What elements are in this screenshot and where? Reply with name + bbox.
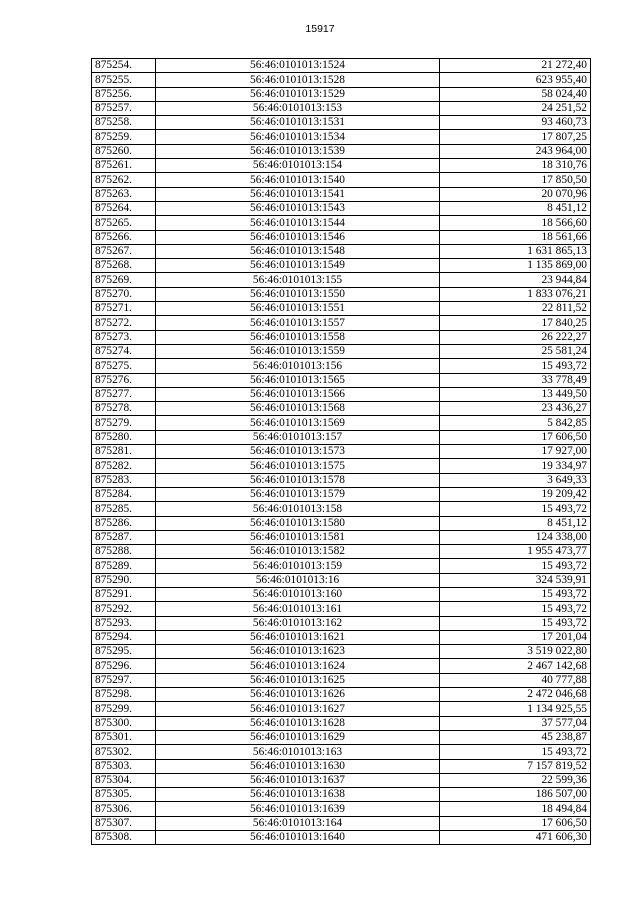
cadastral-number-cell: 56:46:0101013:1565 [156,373,440,387]
table-row [92,216,591,230]
table-row [92,716,591,730]
row-number-cell: 875280. [92,430,156,444]
value-cell: 15 493,72 [440,502,591,516]
row-number-cell: 875294. [92,630,156,644]
row-number-cell: 875293. [92,616,156,630]
value-cell: 17 850,50 [440,173,591,187]
row-number-cell: 875292. [92,602,156,616]
row-number-cell: 875264. [92,201,156,215]
value-cell: 186 507,00 [440,788,591,802]
row-number-cell: 875272. [92,316,156,330]
row-number-cell: 875306. [92,802,156,816]
cadastral-number-cell: 56:46:0101013:1534 [156,130,440,144]
cadastral-number-cell: 56:46:0101013:1551 [156,302,440,316]
value-cell: 5 842,85 [440,416,591,430]
cadastral-number-cell: 56:46:0101013:1630 [156,759,440,773]
cadastral-number-cell: 56:46:0101013:1543 [156,201,440,215]
table-row [92,788,591,802]
row-number-cell: 875271. [92,302,156,316]
table-row [92,630,591,644]
cadastral-number-cell: 56:46:0101013:1628 [156,716,440,730]
row-number-cell: 875279. [92,416,156,430]
table-row [92,316,591,330]
table-row [92,59,591,73]
cadastral-number-cell: 56:46:0101013:1568 [156,402,440,416]
value-cell: 8 451,12 [440,516,591,530]
table-row [92,73,591,87]
table-row [92,587,591,601]
row-number-cell: 875255. [92,73,156,87]
table-row [92,602,591,616]
row-number-cell: 875300. [92,716,156,730]
table-row [92,173,591,187]
table-row [92,802,591,816]
value-cell: 7 157 819,52 [440,759,591,773]
value-cell: 37 577,04 [440,716,591,730]
value-cell: 22 811,52 [440,302,591,316]
value-cell: 17 840,25 [440,316,591,330]
row-number-cell: 875256. [92,87,156,101]
table-row [92,745,591,759]
row-number-cell: 875289. [92,559,156,573]
cadastral-number-cell: 56:46:0101013:1524 [156,59,440,73]
row-number-cell: 875259. [92,130,156,144]
cadastral-number-cell: 56:46:0101013:1579 [156,487,440,501]
row-number-cell: 875286. [92,516,156,530]
row-number-cell: 875295. [92,645,156,659]
cadastral-number-cell: 56:46:0101013:1531 [156,116,440,130]
row-number-cell: 875298. [92,688,156,702]
cadastral-number-cell: 56:46:0101013:155 [156,273,440,287]
cadastral-number-cell: 56:46:0101013:1623 [156,645,440,659]
value-cell: 17 606,50 [440,816,591,830]
row-number-cell: 875268. [92,259,156,273]
table-row [92,773,591,787]
table-row [92,659,591,673]
row-number-cell: 875287. [92,530,156,544]
cadastral-number-cell: 56:46:0101013:157 [156,430,440,444]
value-cell: 18 310,76 [440,159,591,173]
value-cell: 124 338,00 [440,530,591,544]
row-number-cell: 875254. [92,59,156,73]
cadastral-number-cell: 56:46:0101013:1625 [156,673,440,687]
cadastral-number-cell: 56:46:0101013:1546 [156,230,440,244]
value-cell: 17 927,00 [440,445,591,459]
table-row [92,87,591,101]
page-number: 15917 [305,23,335,35]
value-cell: 18 494,84 [440,802,591,816]
row-number-cell: 875269. [92,273,156,287]
table-row [92,244,591,258]
table-row [92,302,591,316]
cadastral-number-cell: 56:46:0101013:1544 [156,216,440,230]
value-cell: 45 238,87 [440,730,591,744]
table-row [92,373,591,387]
row-number-cell: 875297. [92,673,156,687]
row-number-cell: 875261. [92,159,156,173]
table-row [92,259,591,273]
cadastral-number-cell: 56:46:0101013:1558 [156,330,440,344]
row-number-cell: 875257. [92,101,156,115]
table-row [92,387,591,401]
value-cell: 1 955 473,77 [440,545,591,559]
table-row [92,688,591,702]
row-number-cell: 875278. [92,402,156,416]
cadastral-number-cell: 56:46:0101013:160 [156,587,440,601]
row-number-cell: 875274. [92,344,156,358]
value-cell: 18 566,60 [440,216,591,230]
row-number-cell: 875281. [92,445,156,459]
table-row [92,159,591,173]
value-cell: 13 449,50 [440,387,591,401]
table-row [92,201,591,215]
table-row [92,416,591,430]
value-cell: 15 493,72 [440,745,591,759]
table-row [92,702,591,716]
cadastral-number-cell: 56:46:0101013:1637 [156,773,440,787]
table-row [92,730,591,744]
row-number-cell: 875275. [92,359,156,373]
value-cell: 1 134 925,55 [440,702,591,716]
value-cell: 22 599,36 [440,773,591,787]
value-cell: 243 964,00 [440,144,591,158]
row-number-cell: 875282. [92,459,156,473]
value-cell: 1 833 076,21 [440,287,591,301]
table-row [92,487,591,501]
cadastral-number-cell: 56:46:0101013:1559 [156,344,440,358]
value-cell: 40 777,88 [440,673,591,687]
cadastral-number-cell: 56:46:0101013:1569 [156,416,440,430]
table-row [92,616,591,630]
table-row [92,445,591,459]
cadastral-number-cell: 56:46:0101013:16 [156,573,440,587]
row-number-cell: 875303. [92,759,156,773]
row-number-cell: 875267. [92,244,156,258]
table-row [92,144,591,158]
table-row [92,273,591,287]
cadastral-number-cell: 56:46:0101013:154 [156,159,440,173]
table-row [92,116,591,130]
row-number-cell: 875307. [92,816,156,830]
table-row [92,287,591,301]
table-row [92,502,591,516]
cadastral-number-cell: 56:46:0101013:1528 [156,73,440,87]
cadastral-number-cell: 56:46:0101013:159 [156,559,440,573]
value-cell: 15 493,72 [440,587,591,601]
value-cell: 15 493,72 [440,359,591,373]
cadastral-number-cell: 56:46:0101013:1573 [156,445,440,459]
row-number-cell: 875285. [92,502,156,516]
row-number-cell: 875265. [92,216,156,230]
row-number-cell: 875290. [92,573,156,587]
table-row [92,545,591,559]
cadastral-number-cell: 56:46:0101013:1539 [156,144,440,158]
cadastral-number-cell: 56:46:0101013:1638 [156,788,440,802]
table-row [92,673,591,687]
cadastral-number-cell: 56:46:0101013:1549 [156,259,440,273]
cadastral-number-cell: 56:46:0101013:1640 [156,831,440,845]
table-row [92,516,591,530]
cadastral-number-cell: 56:46:0101013:1529 [156,87,440,101]
value-cell: 19 209,42 [440,487,591,501]
value-cell: 24 251,52 [440,101,591,115]
value-cell: 25 581,24 [440,344,591,358]
cadastral-number-cell: 56:46:0101013:163 [156,745,440,759]
row-number-cell: 875283. [92,473,156,487]
table-row [92,573,591,587]
cadastral-number-cell: 56:46:0101013:1621 [156,630,440,644]
row-number-cell: 875266. [92,230,156,244]
cadastral-number-cell: 56:46:0101013:158 [156,502,440,516]
cadastral-number-cell: 56:46:0101013:153 [156,101,440,115]
table-row [92,759,591,773]
value-cell: 3 519 022,80 [440,645,591,659]
value-cell: 8 451,12 [440,201,591,215]
cadastral-number-cell: 56:46:0101013:1578 [156,473,440,487]
table-row [92,831,591,845]
value-cell: 1 631 865,13 [440,244,591,258]
cadastral-number-cell: 56:46:0101013:1627 [156,702,440,716]
cadastral-number-cell: 56:46:0101013:1540 [156,173,440,187]
table-row [92,130,591,144]
row-number-cell: 875288. [92,545,156,559]
cadastral-number-cell: 56:46:0101013:1575 [156,459,440,473]
row-number-cell: 875301. [92,730,156,744]
value-cell: 1 135 869,00 [440,259,591,273]
value-cell: 19 334,97 [440,459,591,473]
value-cell: 26 222,27 [440,330,591,344]
value-cell: 2 472 046,68 [440,688,591,702]
cadastral-number-cell: 56:46:0101013:1541 [156,187,440,201]
cadastral-number-cell: 56:46:0101013:1582 [156,545,440,559]
value-cell: 623 955,40 [440,73,591,87]
registry-table-body [92,59,591,845]
table-row [92,359,591,373]
row-number-cell: 875258. [92,116,156,130]
cadastral-number-cell: 56:46:0101013:1550 [156,287,440,301]
table-row [92,459,591,473]
table-row [92,344,591,358]
row-number-cell: 875304. [92,773,156,787]
registry-table [91,58,591,845]
value-cell: 2 467 142,68 [440,659,591,673]
value-cell: 58 024,40 [440,87,591,101]
value-cell: 17 807,25 [440,130,591,144]
cadastral-number-cell: 56:46:0101013:1580 [156,516,440,530]
value-cell: 324 539,91 [440,573,591,587]
value-cell: 3 649,33 [440,473,591,487]
cadastral-number-cell: 56:46:0101013:1624 [156,659,440,673]
table-row [92,559,591,573]
table-row [92,230,591,244]
cadastral-number-cell: 56:46:0101013:1581 [156,530,440,544]
value-cell: 17 201,04 [440,630,591,644]
value-cell: 33 778,49 [440,373,591,387]
cadastral-number-cell: 56:46:0101013:1629 [156,730,440,744]
value-cell: 17 606,50 [440,430,591,444]
table-row [92,430,591,444]
row-number-cell: 875308. [92,831,156,845]
value-cell: 23 436,27 [440,402,591,416]
row-number-cell: 875270. [92,287,156,301]
row-number-cell: 875296. [92,659,156,673]
row-number-cell: 875277. [92,387,156,401]
cadastral-number-cell: 56:46:0101013:156 [156,359,440,373]
cadastral-number-cell: 56:46:0101013:1548 [156,244,440,258]
table-row [92,645,591,659]
row-number-cell: 875302. [92,745,156,759]
row-number-cell: 875260. [92,144,156,158]
row-number-cell: 875273. [92,330,156,344]
table-row [92,330,591,344]
value-cell: 93 460,73 [440,116,591,130]
value-cell: 15 493,72 [440,559,591,573]
value-cell: 18 561,66 [440,230,591,244]
table-row [92,473,591,487]
value-cell: 21 272,40 [440,59,591,73]
table-row [92,187,591,201]
row-number-cell: 875276. [92,373,156,387]
row-number-cell: 875284. [92,487,156,501]
cadastral-number-cell: 56:46:0101013:1626 [156,688,440,702]
cadastral-number-cell: 56:46:0101013:164 [156,816,440,830]
value-cell: 20 070,96 [440,187,591,201]
table-row [92,402,591,416]
row-number-cell: 875263. [92,187,156,201]
row-number-cell: 875291. [92,587,156,601]
table-row [92,816,591,830]
cadastral-number-cell: 56:46:0101013:161 [156,602,440,616]
value-cell: 15 493,72 [440,602,591,616]
value-cell: 23 944,84 [440,273,591,287]
cadastral-number-cell: 56:46:0101013:1639 [156,802,440,816]
row-number-cell: 875305. [92,788,156,802]
cadastral-number-cell: 56:46:0101013:1557 [156,316,440,330]
row-number-cell: 875262. [92,173,156,187]
cadastral-number-cell: 56:46:0101013:162 [156,616,440,630]
value-cell: 15 493,72 [440,616,591,630]
value-cell: 471 606,30 [440,831,591,845]
cadastral-number-cell: 56:46:0101013:1566 [156,387,440,401]
table-row [92,101,591,115]
table-row [92,530,591,544]
row-number-cell: 875299. [92,702,156,716]
